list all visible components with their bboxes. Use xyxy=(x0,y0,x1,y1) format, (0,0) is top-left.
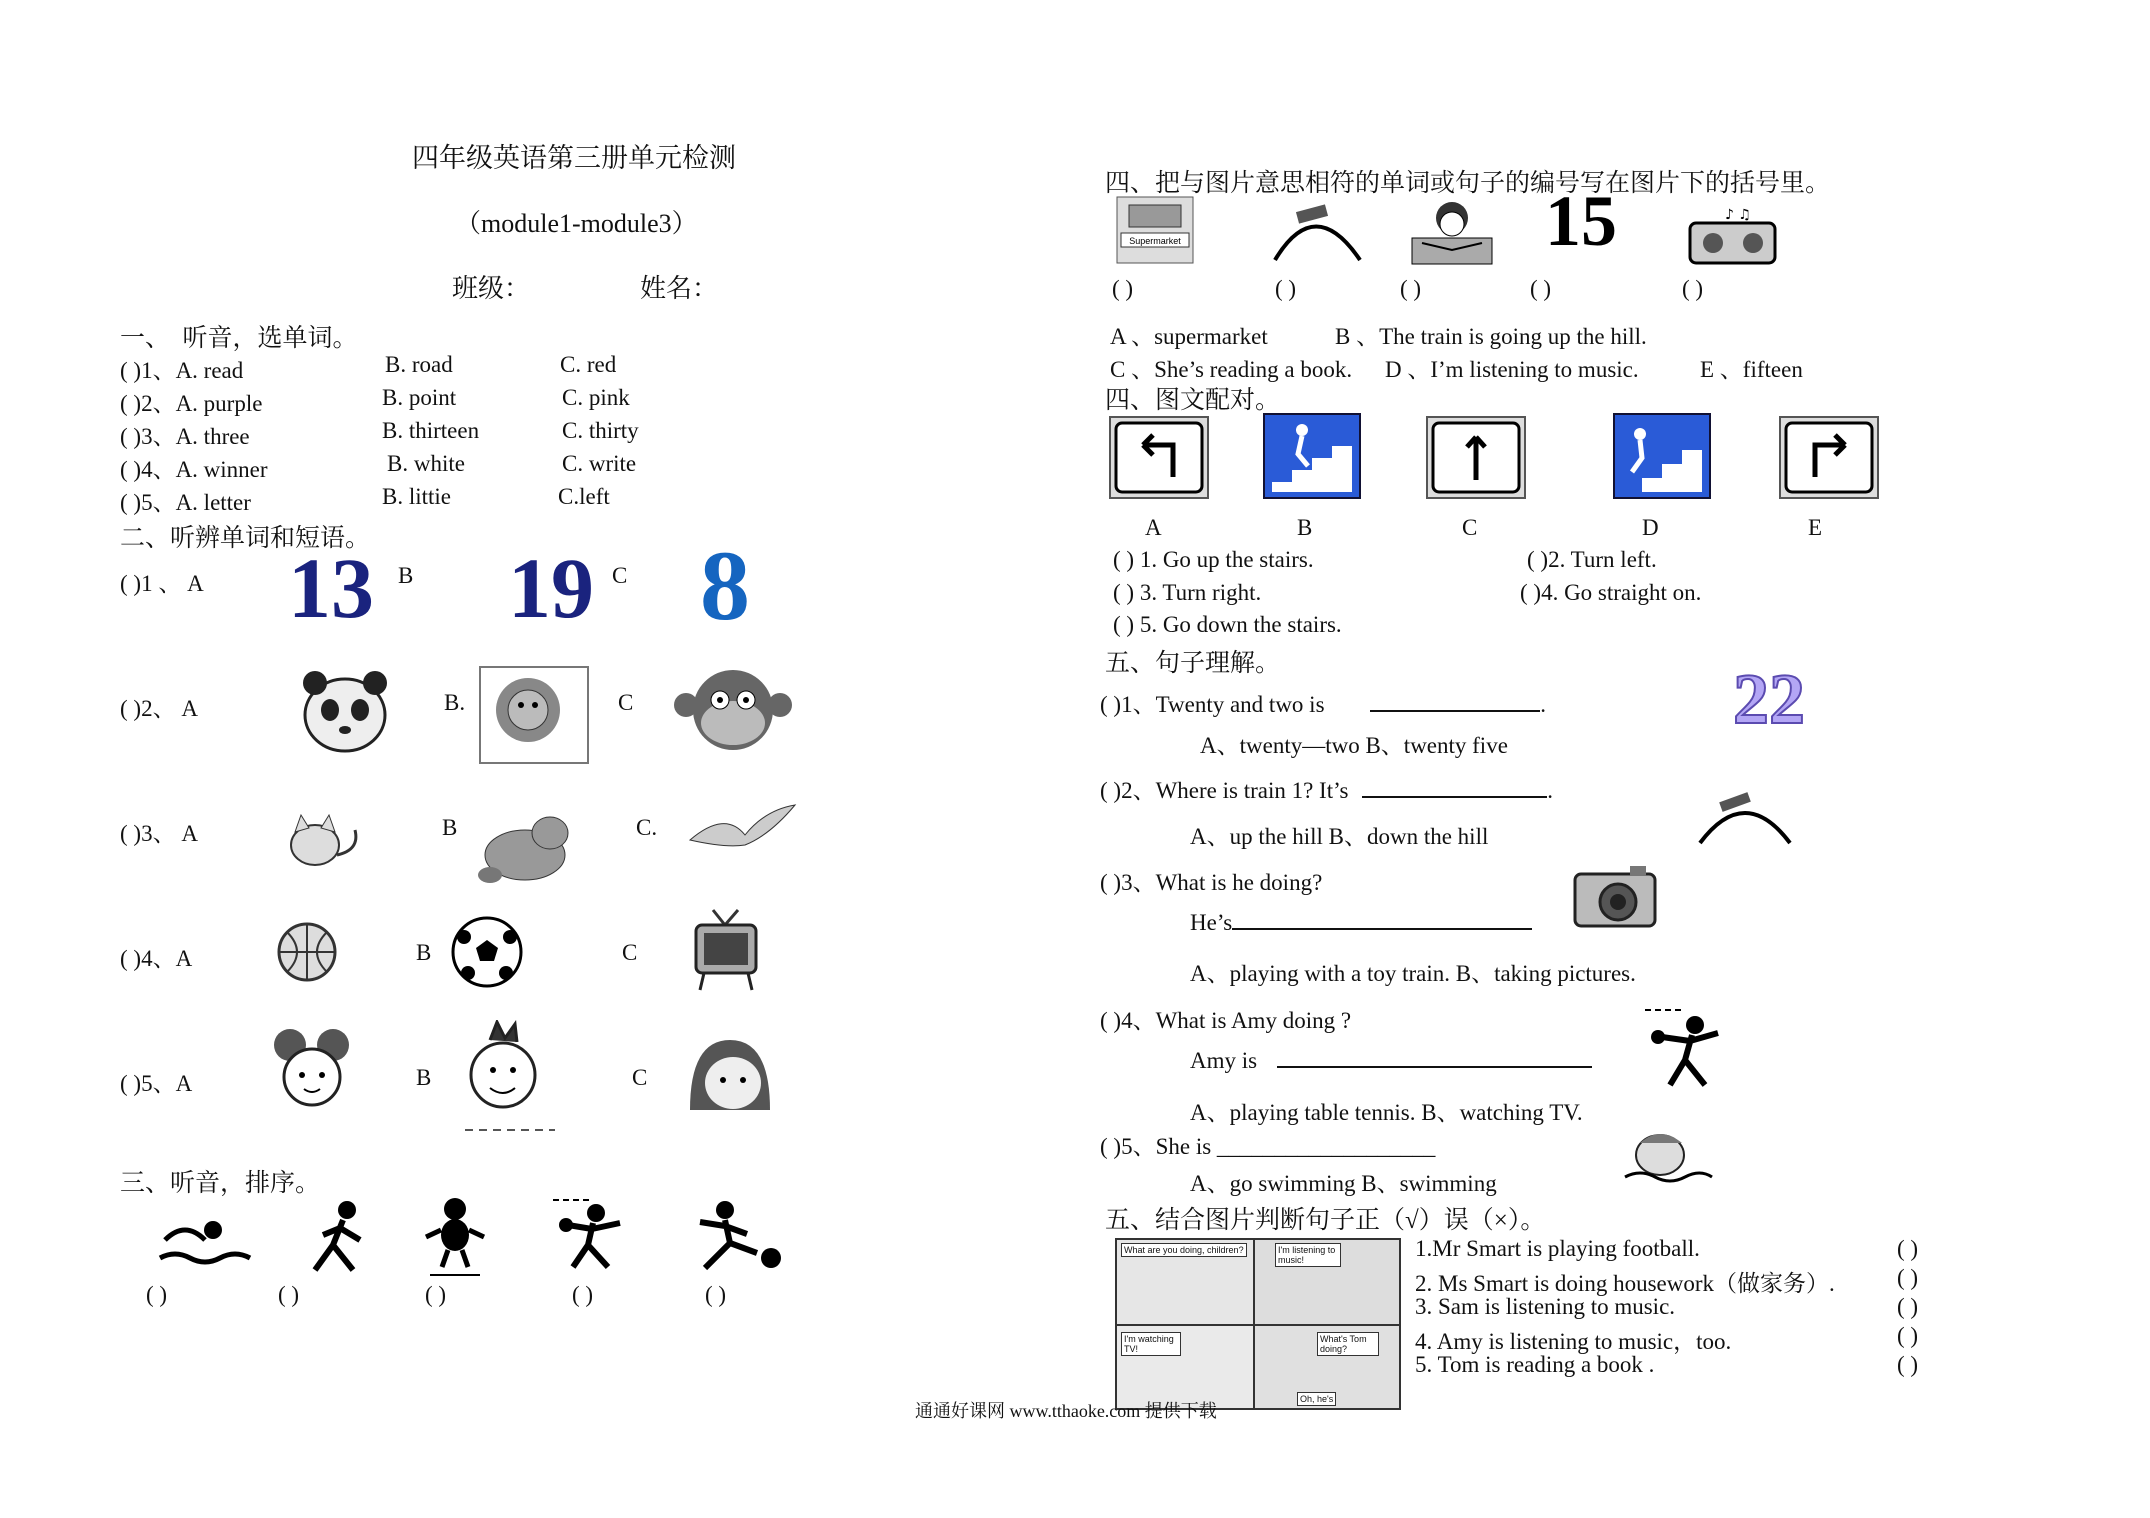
svg-text:♪ ♫: ♪ ♫ xyxy=(1725,207,1751,223)
s6-q3-options: A、playing with a toy train. B、taking pictures. xyxy=(1190,961,1636,986)
table-tennis-player-icon xyxy=(1640,1005,1735,1095)
s6-q1-text: ( )1、Twenty and two is xyxy=(1100,692,1325,717)
s7-item: 3. Sam is listening to music. xyxy=(1415,1294,1676,1319)
s3-paren[interactable]: ( ) xyxy=(705,1282,727,1307)
section5-heading: 四、图文配对。 xyxy=(1105,387,1281,414)
s6-q5: ( )5、She is ___________________ xyxy=(1100,1134,1436,1159)
answer-blank[interactable] xyxy=(1232,928,1532,930)
s1-row-c: C. write xyxy=(562,451,637,476)
s2-q3-b: B xyxy=(442,815,458,840)
dog-icon xyxy=(470,805,585,890)
comic-panel-3 xyxy=(1117,1326,1255,1408)
s1-row-c: C. thirty xyxy=(562,418,639,443)
s7-item: 1.Mr Smart is playing football. xyxy=(1415,1236,1700,1261)
s2-q4-label: ( )4、A xyxy=(120,946,193,971)
s4-option: A 、supermarket xyxy=(1110,324,1268,349)
s1-row-b: B. littie xyxy=(382,484,451,509)
s7-paren[interactable]: ( ) xyxy=(1897,1294,1919,1319)
s2-q1-label: ( )1 、 A xyxy=(120,571,204,596)
s3-paren[interactable]: ( ) xyxy=(146,1282,168,1307)
s2-q1-b: B xyxy=(398,563,414,588)
s6-q4-amy xyxy=(1190,1048,1592,1074)
name-label: 姓名： xyxy=(640,274,719,303)
s7-paren[interactable]: ( ) xyxy=(1897,1352,1919,1377)
s2-q5-label: ( )5、A xyxy=(120,1071,193,1096)
s1-row-c: C.left xyxy=(558,484,610,509)
s2-q2-b: B. xyxy=(444,690,466,715)
cat-icon xyxy=(275,810,370,880)
answer-blank[interactable] xyxy=(1362,796,1547,798)
comic-panel-1 xyxy=(1117,1240,1255,1326)
s4-paren[interactable]: ( ) xyxy=(1682,276,1704,301)
s5-item: ( ) 1. Go up the stairs. xyxy=(1113,547,1314,572)
section7-heading: 五、结合图片判断句子正（√）误（×）。 xyxy=(1105,1207,1546,1234)
s6-q4-prefix: Amy is xyxy=(1190,1048,1258,1073)
s7-paren[interactable]: ( ) xyxy=(1897,1323,1919,1348)
girl-face-icon xyxy=(268,1025,358,1115)
class-label: 班级： xyxy=(452,274,531,303)
s4-option: E 、fifteen xyxy=(1700,357,1803,382)
speech-bubble: Oh, he's xyxy=(1297,1392,1336,1406)
running-icon xyxy=(295,1200,375,1275)
s4-option: C 、She’s reading a book. xyxy=(1110,357,1353,382)
monkey-icon xyxy=(668,665,803,760)
train-hill-icon xyxy=(1265,198,1365,263)
speech-bubble: What's Tom doing? xyxy=(1317,1332,1379,1356)
s1-row-c: C. pink xyxy=(562,385,630,410)
basketball-icon xyxy=(275,920,340,985)
girl-reading-icon xyxy=(1402,198,1497,268)
panda-icon xyxy=(285,665,405,765)
s1-row-b: B. white xyxy=(387,451,465,476)
train-hill-small-icon xyxy=(1695,785,1795,845)
s7-item: 5. Tom is reading a book . xyxy=(1415,1352,1655,1377)
s5-letter: C xyxy=(1462,515,1478,540)
turn-left-sign-icon xyxy=(1108,415,1210,500)
number-15-image: 15 xyxy=(1545,181,1617,261)
stairs-down-sign-icon xyxy=(1262,412,1362,500)
s1-row-a: ( )3、A. three xyxy=(120,424,250,449)
s6-q3-he xyxy=(1190,910,1532,936)
number-13-image: 13 xyxy=(288,540,374,636)
footer-credit: 通通好课网 www.tthaoke.com 提供下载 xyxy=(915,1401,1217,1421)
s2-q2-c: C xyxy=(618,690,634,715)
s7-paren[interactable]: ( ) xyxy=(1897,1265,1919,1290)
s1-row-b: B. road xyxy=(385,352,453,377)
comic-panel-4 xyxy=(1255,1326,1399,1408)
speech-bubble: What are you doing, children? xyxy=(1121,1243,1247,1257)
s2-q4-c: C xyxy=(622,940,638,965)
number-8-image: 8 xyxy=(700,530,750,641)
s4-paren[interactable]: ( ) xyxy=(1400,276,1422,301)
s2-q4-b: B xyxy=(416,940,432,965)
s3-paren[interactable]: ( ) xyxy=(425,1282,447,1307)
s5-letter: B xyxy=(1297,515,1313,540)
s6-q1-options: A、twenty—two B、twenty five xyxy=(1200,733,1508,758)
s7-item: 2. Ms Smart is doing housework（做家务）. xyxy=(1415,1271,1835,1296)
page-title: 四年级英语第三册单元检测 xyxy=(412,143,736,173)
s6-q2-options: A、up the hill B、down the hill xyxy=(1190,824,1489,849)
s1-row-b: B. point xyxy=(382,385,457,410)
comic-strip xyxy=(1115,1238,1401,1410)
section2-heading: 二、听辨单词和短语。 xyxy=(120,525,371,552)
girl-head-icon xyxy=(685,1035,775,1115)
section4-heading: 四、把与图片意思相符的单词或句子的编号写在图片下的括号里。 xyxy=(1105,170,1831,197)
s1-row-a: ( )1、A. read xyxy=(120,358,244,383)
s1-row-a: ( )5、A. letter xyxy=(120,490,251,515)
s2-q3-label: ( )3、 A xyxy=(120,821,198,846)
s7-paren[interactable]: ( ) xyxy=(1897,1236,1919,1261)
comic-panel-2 xyxy=(1255,1240,1399,1326)
s6-q4: ( )4、What is Amy doing ? xyxy=(1100,1008,1352,1033)
s5-item: ( )2. Turn left. xyxy=(1527,547,1657,572)
swimming-icon xyxy=(155,1210,255,1270)
section6-heading: 五、句子理解。 xyxy=(1105,650,1281,677)
s6-q2-text: ( )2、Where is train 1? It’s xyxy=(1100,778,1349,803)
table-tennis-icon xyxy=(548,1195,643,1275)
s5-letter: A xyxy=(1145,515,1162,540)
s2-q1-c: C xyxy=(612,563,628,588)
s1-row-a: ( )4、A. winner xyxy=(120,457,268,482)
s2-q3-c: C. xyxy=(636,815,658,840)
section3-heading: 三、听音，排序。 xyxy=(120,1170,321,1197)
s4-option: B 、The train is going up the hill. xyxy=(1335,324,1647,349)
answer-blank[interactable] xyxy=(1277,1066,1592,1068)
boy-face-icon xyxy=(455,1020,555,1135)
supermarket-cart-icon xyxy=(1115,195,1195,265)
kicking-ball-icon xyxy=(685,1198,785,1278)
s7-item: 4. Amy is listening to music，too. xyxy=(1415,1329,1732,1354)
radio-music-icon xyxy=(1685,205,1780,265)
s5-item: ( ) 5. Go down the stairs. xyxy=(1113,612,1342,637)
s1-row-b: B. thirteen xyxy=(382,418,480,443)
s4-paren[interactable]: ( ) xyxy=(1530,276,1552,301)
s2-q5-c: C xyxy=(632,1065,648,1090)
s2-q5-b: B xyxy=(416,1065,432,1090)
s5-item: ( )4. Go straight on. xyxy=(1520,580,1702,605)
football-icon xyxy=(450,915,525,990)
s4-paren[interactable]: ( ) xyxy=(1112,276,1134,301)
bird-icon xyxy=(685,800,800,860)
s6-q3: ( )3、What is he doing? xyxy=(1100,870,1323,895)
section1-heading: 一、 听音，选单词。 xyxy=(120,325,358,352)
s4-paren[interactable]: ( ) xyxy=(1275,276,1297,301)
s2-q2-label: ( )2、 A xyxy=(120,696,198,721)
page-subtitle: （module1-module3） xyxy=(455,209,698,238)
s3-paren[interactable]: ( ) xyxy=(278,1282,300,1307)
speech-bubble: I'm watching TV! xyxy=(1121,1332,1181,1356)
s5-item: ( ) 3. Turn right. xyxy=(1113,580,1262,605)
s1-row-a: ( )2、A. purple xyxy=(120,391,263,416)
stairs-up-sign-icon xyxy=(1612,412,1712,500)
answer-blank[interactable] xyxy=(1370,710,1540,712)
camera-icon xyxy=(1570,862,1660,932)
s3-paren[interactable]: ( ) xyxy=(572,1282,594,1307)
go-straight-sign-icon xyxy=(1425,415,1527,500)
s1-row-c: C. red xyxy=(560,352,617,377)
s6-q1: ( )1、Twenty and two is . xyxy=(1100,692,1547,717)
girl-swimming-icon xyxy=(1620,1125,1715,1185)
supermarket-sign-text: Supermarket xyxy=(1129,236,1181,246)
lion-icon xyxy=(478,665,590,765)
s5-letter: D xyxy=(1642,515,1659,540)
turn-right-sign-icon xyxy=(1778,415,1880,500)
tv-icon xyxy=(688,905,763,995)
s5-letter: E xyxy=(1808,515,1823,540)
s4-option: D 、I’m listening to music. xyxy=(1385,357,1639,382)
number-19-image: 19 xyxy=(508,540,594,636)
s6-q3-prefix: He’s xyxy=(1190,910,1233,935)
number-22-image: 22 xyxy=(1733,659,1805,739)
s6-q2: ( )2、Where is train 1? It’s . xyxy=(1100,778,1553,803)
s6-q5-options: A、go swimming B、swimming xyxy=(1190,1171,1497,1196)
jumping-icon xyxy=(420,1195,490,1280)
speech-bubble: I'm listening to music! xyxy=(1275,1243,1341,1267)
s6-q4-options: A、playing table tennis. B、watching TV. xyxy=(1190,1100,1583,1125)
